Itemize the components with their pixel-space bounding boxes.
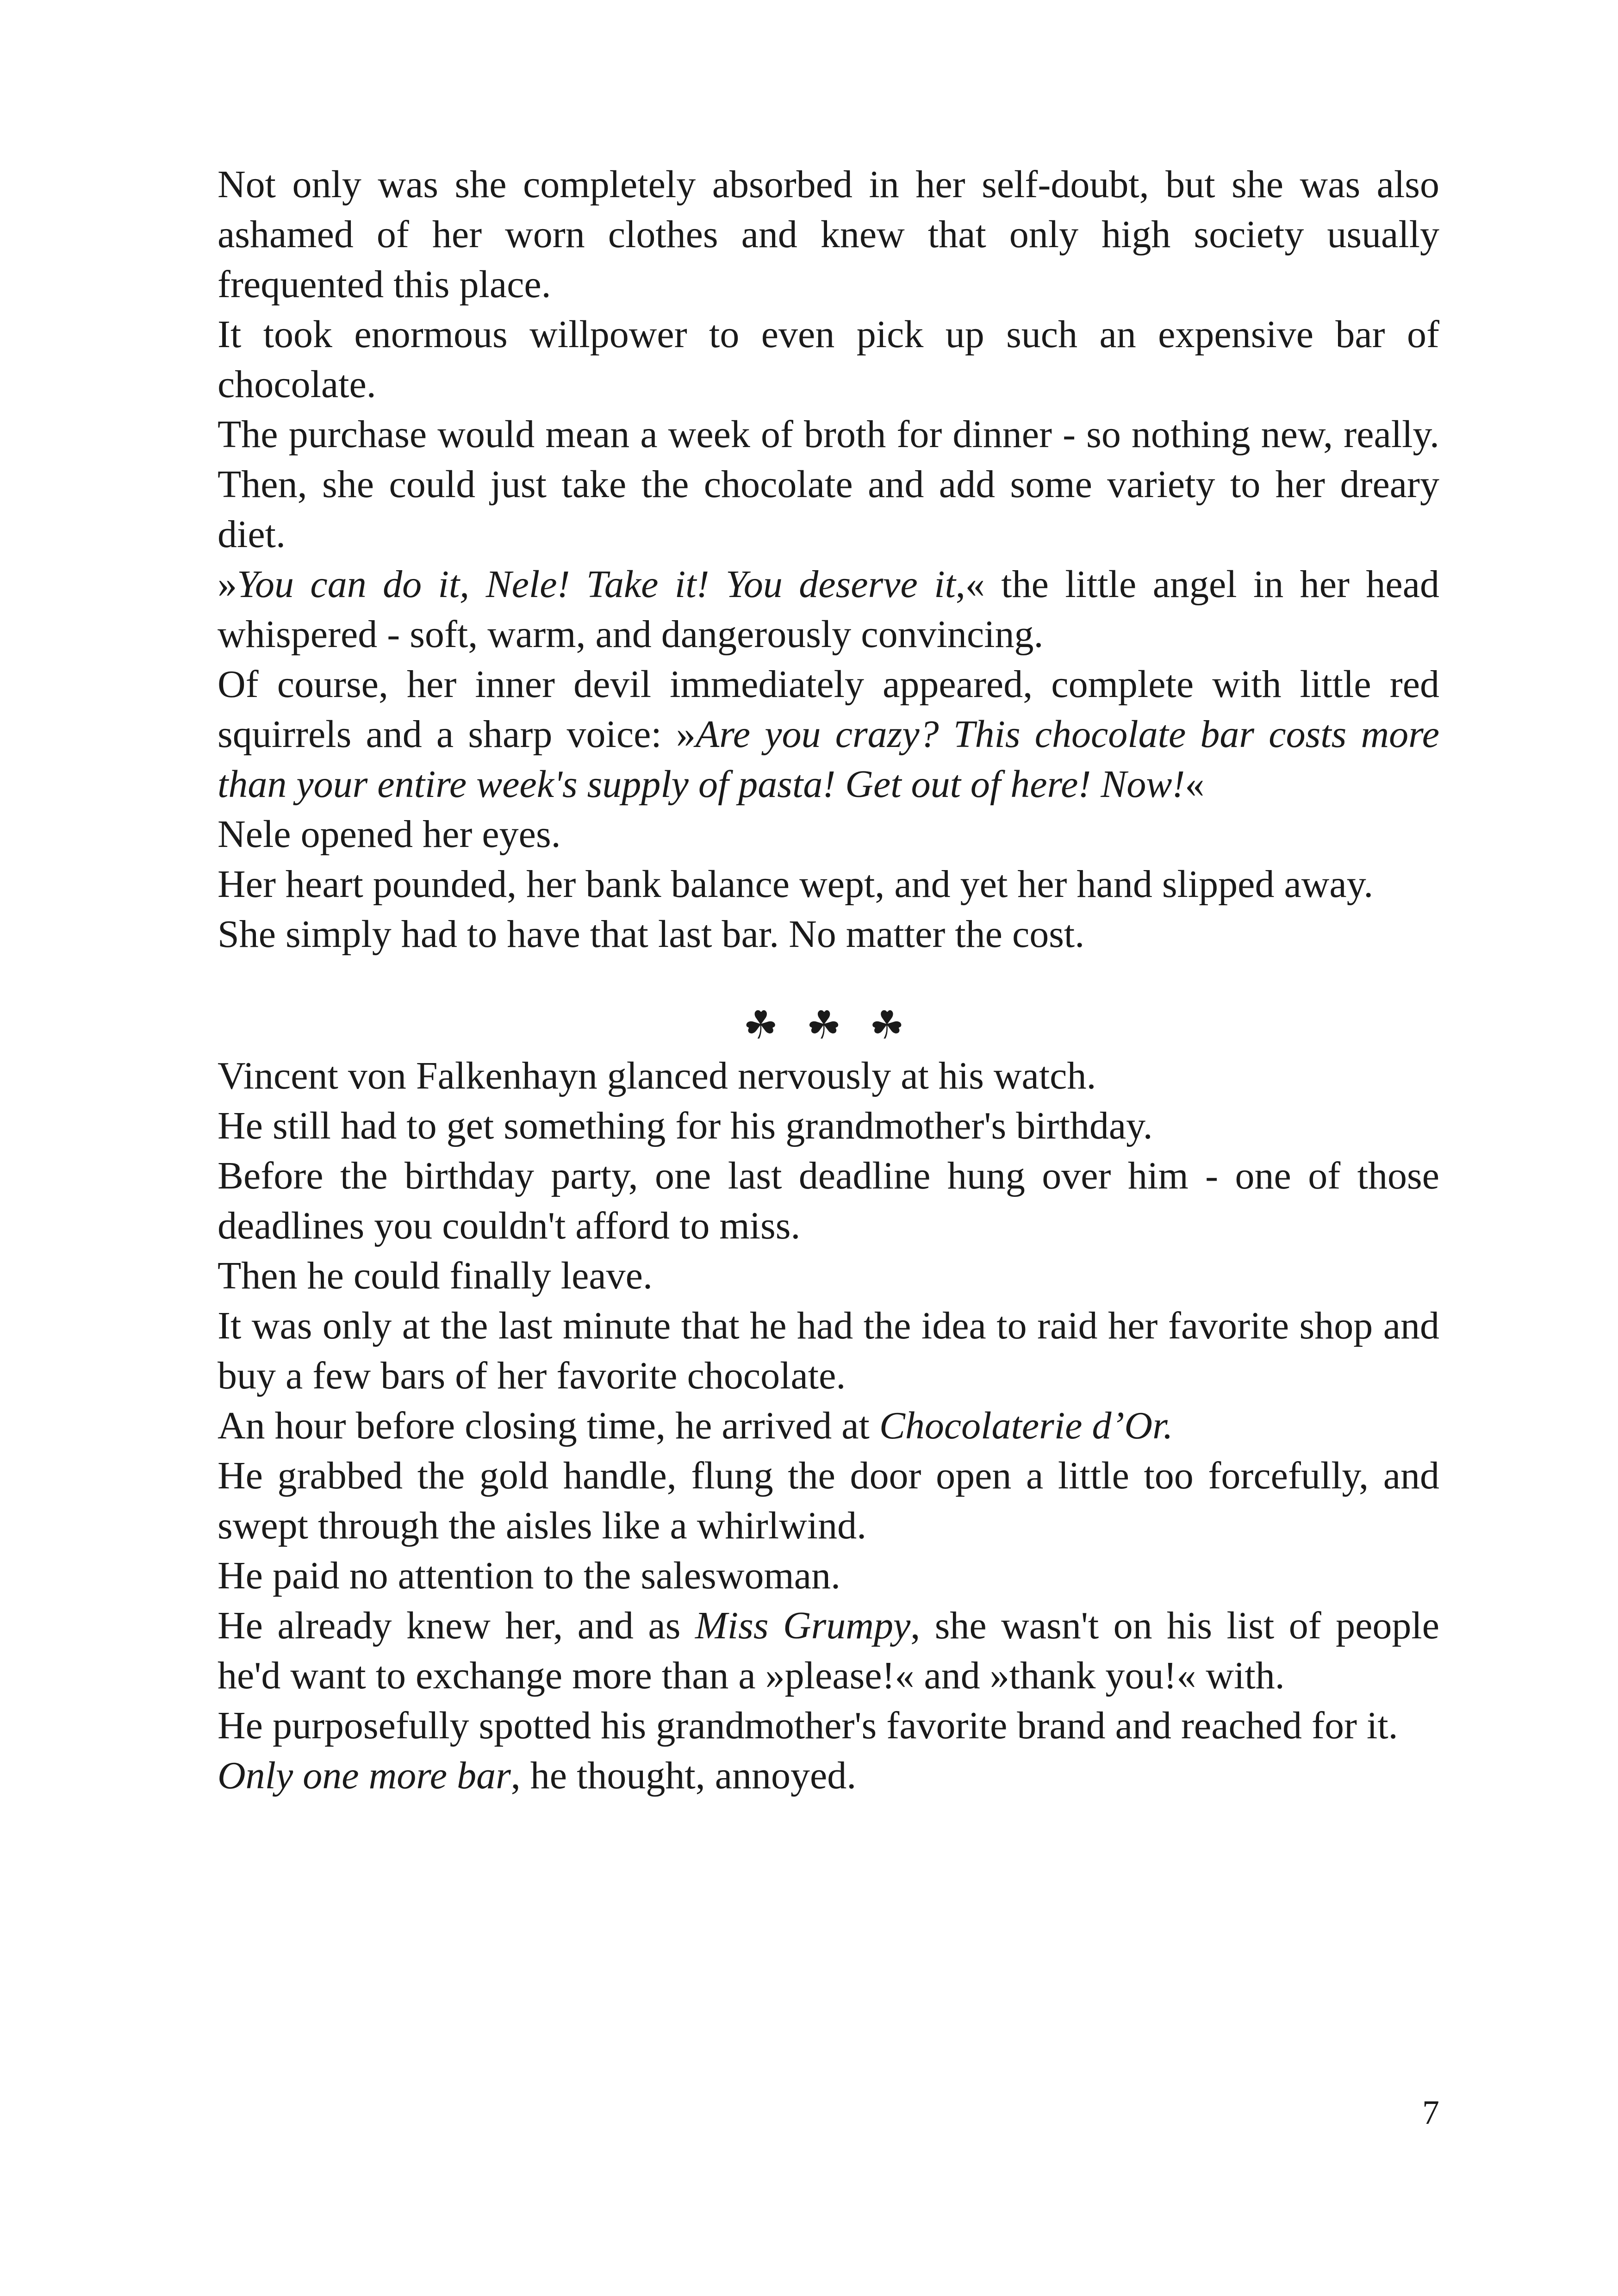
paragraph: He grabbed the gold handle, flung the door open a little too forcefully, and swept through the aisles like a whirlwind. xyxy=(218,1454,1439,1547)
italic-speech: Are you crazy? This chocolate bar costs more than your entire week's supply of pasta! Get out of here! Now! xyxy=(218,713,1439,806)
italic-speech: You can do it, Nele! Take it! You deserve it xyxy=(237,563,956,606)
page-number: 7 xyxy=(1422,2094,1439,2132)
italic-shop-name: Chocolaterie d’Or. xyxy=(879,1404,1173,1447)
paragraph: He purposefully spotted his grandmother's favorite brand and reached for it. xyxy=(218,1704,1398,1747)
paragraph: Only one more bar, he thought, annoyed. xyxy=(218,1754,857,1797)
paragraph: Of course, her inner devil immediately appeared, complete with little red squirrels and a sharp voice: »Are you crazy? This chocolate bar costs more than your entire week's supply of pasta! Get out of here! Now!« xyxy=(218,663,1439,806)
paragraph: An hour before closing time, he arrived at Chocolaterie d’Or. xyxy=(218,1404,1173,1447)
paragraph: Vincent von Falkenhayn glanced nervously at his watch. xyxy=(218,1054,1096,1097)
paragraph: It took enormous willpower to even pick up such an expensive bar of chocolate. xyxy=(218,313,1439,406)
paragraph: Before the birthday party, one last deadline hung over him - one of those deadlines you couldn't afford to miss. xyxy=(218,1154,1439,1247)
paragraph: Then he could finally leave. xyxy=(218,1254,653,1297)
paragraph: Not only was she completely absorbed in her self-doubt, but she was also ashamed of her worn clothes and knew that only high society usually frequented this place. xyxy=(218,163,1439,306)
paragraph: Her heart pounded, her bank balance wept, and yet her hand slipped away. xyxy=(218,863,1374,906)
paragraph: He still had to get something for his grandmother's birthday. xyxy=(218,1104,1153,1147)
page-body xyxy=(218,160,1439,1801)
paragraph: Nele opened her eyes. xyxy=(218,813,561,856)
italic-thought: Only one more bar xyxy=(218,1754,511,1797)
paragraph: »You can do it, Nele! Take it! You deserve it,« the little angel in her head whispered - soft, warm, and dangerously convincing. xyxy=(218,563,1439,656)
paragraph: She simply had to have that last bar. No matter the cost. xyxy=(218,913,1085,956)
paragraph: It was only at the last minute that he had the idea to raid her favorite shop and buy a few bars of her favorite chocolate. xyxy=(218,1304,1439,1397)
italic-nickname: Miss Grumpy xyxy=(695,1604,911,1647)
paragraph: He already knew her, and as Miss Grumpy, she wasn't on his list of people he'd want to exchange more than a »please!« and »thank you!« with. xyxy=(218,1604,1440,1697)
paragraph: He paid no attention to the saleswoman. xyxy=(218,1554,841,1597)
paragraph: The purchase would mean a week of broth for dinner - so nothing new, really. Then, she could just take the chocolate and add some variety to her dreary diet. xyxy=(218,413,1439,556)
section-divider-shamrocks: ☘ ☘ ☘ xyxy=(743,1004,914,1047)
